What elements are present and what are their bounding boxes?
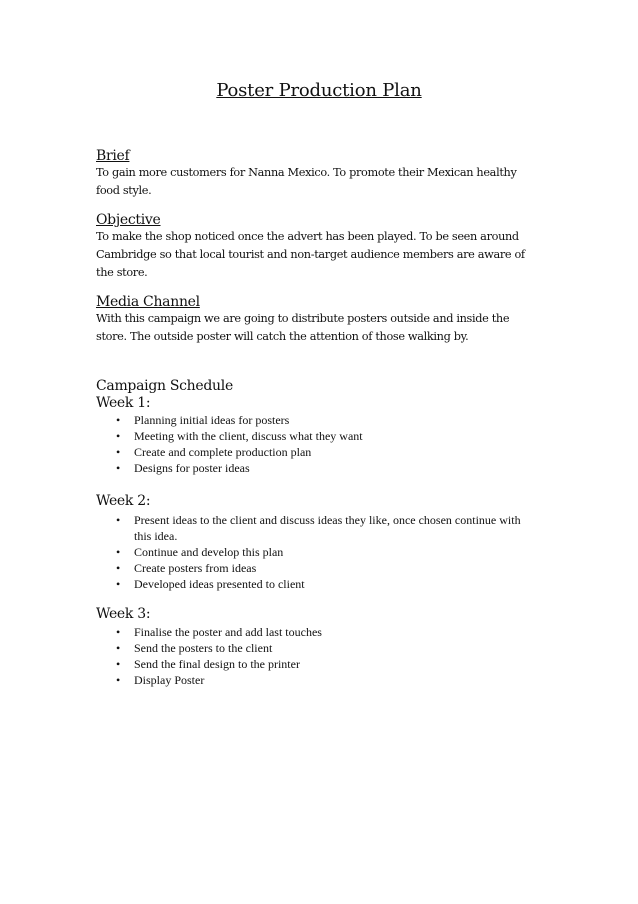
week-3-heading: Week 3: xyxy=(96,606,151,622)
week-1-list xyxy=(96,412,536,476)
list-item: • Continue and develop this plan xyxy=(116,545,284,559)
list-item: • Present ideas to the client and discuss ideas they like, once chosen continue with this idea. xyxy=(116,513,521,543)
media-channel-text: With this campaign we are going to distribute posters outside and inside the store. The outside poster will catch the attention of those walking by. xyxy=(96,312,510,343)
brief-heading: Brief xyxy=(96,148,130,164)
objective-heading: Objective xyxy=(96,212,161,228)
week-2-heading: Week 2: xyxy=(96,493,151,509)
list-item: • Finalise the poster and add last touches xyxy=(116,625,322,639)
list-item: • Meeting with the client, discuss what they want xyxy=(116,429,363,443)
list-item: • Developed ideas presented to client xyxy=(116,577,305,591)
bullet-icon: • xyxy=(116,429,121,443)
page-title: Poster Production Plan xyxy=(216,80,422,101)
list-item: • Display Poster xyxy=(116,673,205,687)
bullet-icon: • xyxy=(116,577,121,591)
bullet-icon: • xyxy=(116,657,121,671)
campaign-schedule-heading: Campaign Schedule xyxy=(96,378,233,394)
bullet-icon: • xyxy=(116,545,121,559)
bullet-icon: • xyxy=(116,673,121,687)
list-item: • Create and complete production plan xyxy=(116,445,312,459)
bullet-icon: • xyxy=(116,461,121,475)
week-3-list xyxy=(96,624,536,688)
list-item: • Send the posters to the client xyxy=(116,641,273,655)
bullet-icon: • xyxy=(116,445,121,459)
list-item: • Send the final design to the printer xyxy=(116,657,300,671)
list-item: • Create posters from ideas xyxy=(116,561,257,575)
bullet-icon: • xyxy=(116,625,121,639)
week-2-list xyxy=(96,512,536,592)
bullet-icon: • xyxy=(116,561,121,575)
bullet-icon: • xyxy=(116,413,121,427)
brief-text: To gain more customers for Nanna Mexico. To promote their Mexican healthy food style. xyxy=(96,166,517,197)
bullet-icon: • xyxy=(116,513,121,527)
week-1-heading: Week 1: xyxy=(96,395,151,411)
objective-text: To make the shop noticed once the advert has been played. To be seen around Cambridge so that local tourist and non-target audience members are aware of the store. xyxy=(96,230,525,279)
list-item: • Planning initial ideas for posters xyxy=(116,413,290,427)
list-item: • Designs for poster ideas xyxy=(116,461,250,475)
media-channel-heading: Media Channel xyxy=(96,294,200,310)
bullet-icon: • xyxy=(116,641,121,655)
